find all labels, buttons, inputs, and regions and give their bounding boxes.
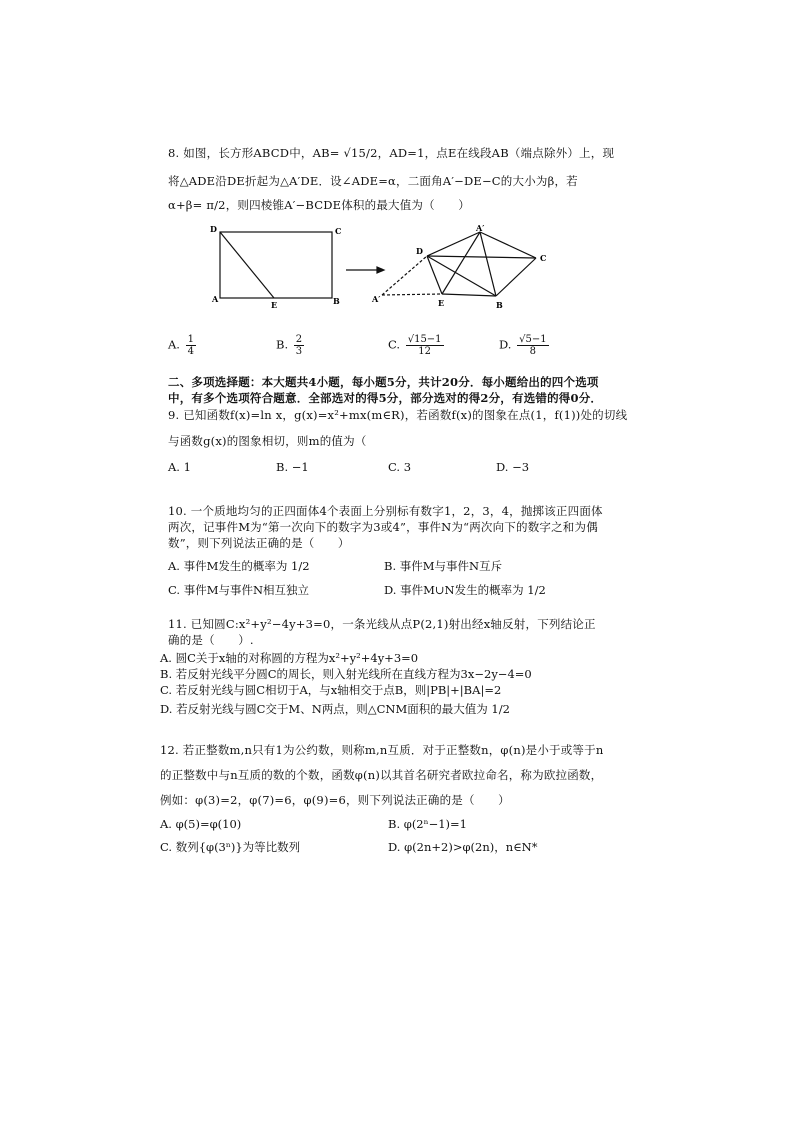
q9-option-c[interactable]: C. 3: [388, 460, 412, 474]
label-B-left: B: [333, 296, 340, 306]
q8-line3: α+β= π/2，则四棱锥A′−BCDE体积的最大值为（ ）: [168, 198, 470, 212]
q11-option-c[interactable]: C. 若反射光线与圆C相切于A，与x轴相交于点B，则|PB|+|BA|=2: [160, 683, 502, 697]
section2-line1: 二、多项选择题：本大题共4小题，每小题5分，共计20分．每小题给出的四个选项: [168, 375, 599, 389]
label-C-left: C: [335, 226, 342, 236]
q10-option-c[interactable]: C. 事件M与事件N相互独立: [168, 583, 310, 597]
q11-option-a[interactable]: A. 圆C关于x轴的对称圆的方程为x²+y²+4y+3=0: [160, 651, 419, 665]
q12-line1: 12. 若正整数m,n只有1为公约数，则称m,n互质．对于正整数n，φ(n)是小于或等于n: [160, 743, 604, 757]
q8-option-c[interactable]: C. $\frac{√15-1}{12}$: [388, 334, 442, 357]
q11-option-b[interactable]: B. 若反射光线平分圆C的周长，则入射光线所在直线方程为3x−2y−4=0: [160, 667, 532, 681]
pyramid-figure: [382, 232, 536, 296]
q11-line1: 11. 已知圆C:x²+y²−4y+3=0，一条光线从点P(2,1)射出经x轴反射，下列结论正: [168, 617, 596, 631]
q9-option-d[interactable]: D. −3: [496, 460, 530, 474]
label-C-right: C: [540, 253, 547, 263]
q12-option-a[interactable]: A. φ(5)=φ(10): [160, 817, 242, 831]
q12-option-c[interactable]: C. 数列{φ(3ⁿ)}为等比数列: [160, 840, 301, 854]
q12-line3: 例如：φ(3)=2，φ(7)=6，φ(9)=6，则下列说法正确的是（ ）: [160, 793, 510, 807]
q10-line3: 数”，则下列说法正确的是（ ）: [168, 536, 350, 550]
q12-option-b[interactable]: B. φ(2ⁿ−1)=1: [388, 817, 467, 831]
q8-line1: 8. 如图，长方形ABCD中，AB= √15/2，AD=1，点E在线段AB（端点除外）上，现: [168, 146, 615, 160]
q8-line2: 将△ADE沿DE折起为△A′DE．设∠ADE=α，二面角A′−DE−C的大小为β，若: [168, 174, 578, 188]
rectangle-figure: [220, 232, 332, 298]
q10-option-b[interactable]: B. 事件M与事件N互斥: [384, 559, 503, 573]
q10-line1: 10. 一个质地均匀的正四面体4个表面上分别标有数字1，2，3，4，抛掷该正四面体: [168, 504, 603, 518]
q8-option-a[interactable]: A. $\frac{1}{4}$: [168, 334, 194, 357]
label-A1-right: A′: [476, 223, 485, 233]
q8-option-d[interactable]: D. $\frac{√5-1}{8}$: [499, 334, 547, 357]
label-E-right: E: [438, 298, 445, 308]
label-D-right: D: [416, 246, 423, 256]
q11-option-d[interactable]: D. 若反射光线与圆C交于M、N两点，则△CNM面积的最大值为 1/2: [160, 702, 510, 716]
q9-option-b[interactable]: B. −1: [276, 460, 309, 474]
q8-option-b[interactable]: B. $\frac{2}{3}$: [276, 334, 303, 357]
arrow-icon: [346, 267, 384, 273]
q10-option-d[interactable]: D. 事件M∪N发生的概率为 1/2: [384, 583, 546, 597]
label-A0-right: A′: [372, 294, 381, 304]
label-B-right: B: [496, 300, 503, 310]
q9-line1: 9. 已知函数f(x)=ln x，g(x)=x²+mx(m∈R)，若函数f(x)的图象在点(1，f(1))处的切线: [168, 408, 628, 422]
label-E-left: E: [271, 300, 278, 310]
section2-line2: 中，有多个选项符合题意．全部选对的得5分，部分选对的得2分，有选错的得0分．: [168, 391, 603, 405]
q12-line2: 的正整数中与n互质的数的个数，函数φ(n)以其首名研究者欧拉命名，称为欧拉函数，: [160, 768, 603, 782]
q9-option-a[interactable]: A. 1: [168, 460, 191, 474]
q10-option-a[interactable]: A. 事件M发生的概率为 1/2: [168, 559, 310, 573]
label-D-left: D: [210, 224, 217, 234]
q9-line2: 与函数g(x)的图象相切，则m的值为（: [168, 434, 367, 448]
q12-option-d[interactable]: D. φ(2n+2)>φ(2n)，n∈N*: [388, 840, 538, 854]
q11-line2: 确的是（ ）.: [168, 633, 254, 647]
q10-line2: 两次，记事件M为“第一次向下的数字为3或4”，事件N为“两次向下的数字之和为偶: [168, 520, 598, 534]
q8-figure: [200, 222, 570, 312]
label-A-left: A: [212, 294, 219, 304]
